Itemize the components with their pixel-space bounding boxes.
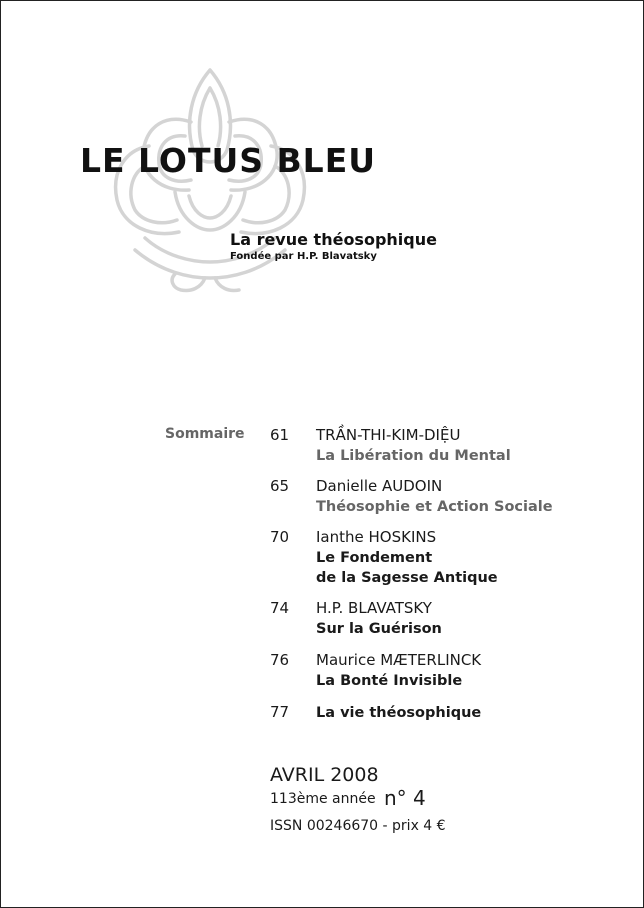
toc-article-title: La vie théosophique [316,705,482,721]
toc-article-title: Sur la Guérison [316,621,442,637]
toc-author: Danielle AUDOIN [316,477,443,495]
toc-page-number: 74 [270,599,290,617]
issue-year: 113ème année [270,791,376,807]
founded-by-line: Fondée par H.P. Blavatsky [230,251,377,262]
toc-article-title: La Libération du Mental [316,448,511,464]
toc-page-number: 77 [270,703,290,721]
table-of-contents-label: Sommaire [165,426,245,442]
toc-article-title: La Bonté Invisible [316,673,463,689]
toc-page-number: 65 [270,477,290,495]
issn-price: ISSN 00246670 - prix 4 € [270,818,446,834]
magazine-subtitle: La revue théosophique [230,230,437,249]
toc-article-title: Théosophie et Action Sociale [316,499,553,515]
toc-author: H.P. BLAVATSKY [316,599,432,617]
toc-page-number: 76 [270,651,290,669]
toc-page-number: 70 [270,528,290,546]
toc-page-number: 61 [270,426,290,444]
toc-article-title-line2: de la Sagesse Antique [316,570,498,586]
magazine-title: LE LOTUS BLEU [80,141,377,180]
toc-author: TRẦN-THI-KIM-DIỆU [316,426,461,444]
toc-article-title: Le Fondement [316,550,433,566]
toc-author: Ianthe HOSKINS [316,528,437,546]
issue-number: n° 4 [384,786,426,810]
issue-date: AVRIL 2008 [270,764,379,786]
toc-author: Maurice MÆTERLINCK [316,651,482,669]
